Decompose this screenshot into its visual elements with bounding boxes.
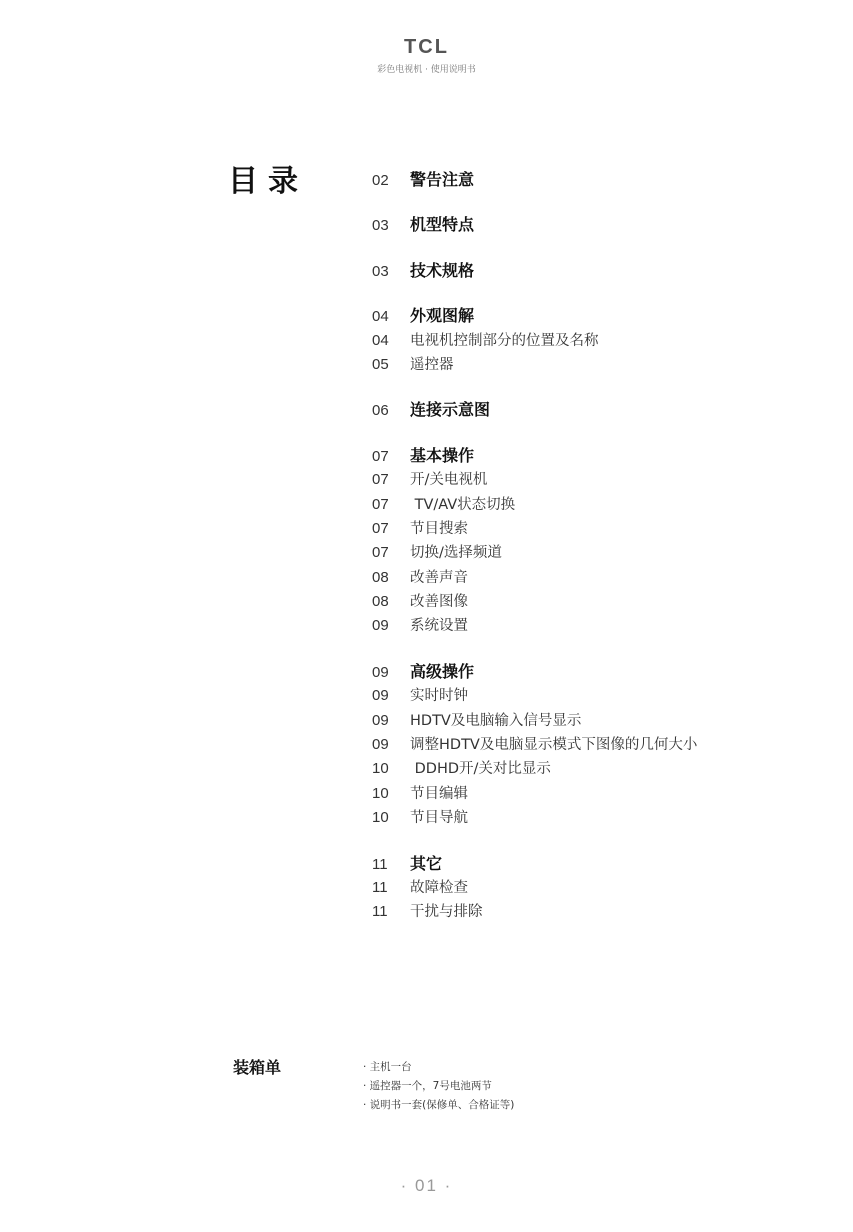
toc-group (372, 398, 792, 422)
toc-page-number: 10 (372, 809, 389, 827)
toc-page-number: 10 (372, 784, 389, 802)
page-header (0, 36, 853, 76)
toc-subsection-row (372, 517, 792, 541)
toc-page-number: 07 (372, 471, 389, 489)
toc-subsection-row (372, 806, 792, 830)
toc-group (372, 213, 792, 237)
toc-section-row (372, 213, 792, 237)
toc-group (372, 168, 792, 192)
toc-entry-label: 实时时钟 (410, 688, 468, 705)
toc-page-number: 03 (372, 217, 389, 235)
toc-subsection-row (372, 684, 792, 708)
toc-entry-label: 节目导航 (410, 810, 468, 827)
toc-entry-label: 故障检查 (410, 879, 468, 896)
toc-entry-label: 电视机控制部分的位置及名称 (410, 332, 599, 349)
toc-heading: 目录 (228, 164, 308, 199)
toc-page-number: 11 (372, 903, 388, 921)
toc-entry-label: 改善声音 (410, 569, 468, 586)
toc-page-number: 08 (372, 593, 389, 611)
packing-list-title: 装箱单 (233, 1058, 282, 1077)
toc-page-number: 11 (372, 878, 388, 896)
toc-entry-label: 其它 (410, 853, 443, 873)
toc-subsection-row (372, 329, 792, 353)
toc-entry-label: 基本操作 (410, 445, 475, 465)
toc-section-row (372, 444, 792, 468)
toc-page-number: 08 (372, 568, 389, 586)
toc-subsection-row (372, 757, 792, 781)
toc-group (372, 660, 792, 831)
table-of-contents (372, 168, 792, 946)
toc-subsection-row (372, 468, 792, 492)
toc-entry-label: DDHD开/关对比显示 (410, 761, 551, 778)
toc-section-row (372, 259, 792, 283)
page-number: · 01 · (400, 1176, 453, 1195)
toc-group (372, 444, 792, 639)
toc-subsection-row (372, 876, 792, 900)
toc-entry-label: 连接示意图 (410, 400, 491, 420)
toc-entry-label: 遥控器 (410, 356, 454, 373)
toc-page-number: 09 (372, 663, 389, 681)
toc-entry-label: 系统设置 (410, 618, 468, 635)
toc-section-row (372, 398, 792, 422)
toc-entry-label: 节目搜索 (410, 520, 468, 537)
toc-group (372, 259, 792, 283)
toc-entry-label: 切换/选择频道 (410, 545, 502, 562)
toc-section-row (372, 304, 792, 328)
toc-page-number: 09 (372, 617, 389, 635)
toc-subsection-row (372, 566, 792, 590)
toc-page-number: 11 (372, 855, 388, 873)
toc-entry-label: TV/AV状态切换 (410, 496, 516, 513)
toc-page-number: 09 (372, 711, 389, 729)
toc-entry-label: 调整HDTV及电脑显示模式下图像的几何大小 (410, 737, 698, 754)
packing-item: · 说明书一套(保修单、合格证等) (363, 1099, 515, 1111)
toc-entry-label: 节目编辑 (410, 785, 468, 802)
toc-entry-label: HDTV及电脑输入信号显示 (410, 712, 582, 729)
toc-page-number: 07 (372, 447, 389, 465)
toc-page-number: 07 (372, 495, 389, 513)
toc-entry-label: 外观图解 (410, 306, 475, 326)
toc-page-number: 10 (372, 760, 389, 778)
toc-group (372, 852, 792, 925)
toc-entry-label: 改善图像 (410, 594, 468, 611)
toc-page-number: 09 (372, 687, 389, 705)
brand-logo: TCL (404, 36, 449, 58)
toc-page-number: 02 (372, 172, 389, 189)
toc-page-number: 04 (372, 308, 389, 326)
toc-page-number: 05 (372, 355, 389, 373)
toc-subsection-row (372, 782, 792, 806)
toc-entry-label: 警告注意 (410, 170, 475, 189)
toc-subsection-row (372, 590, 792, 614)
packing-item: · 主机一台 (363, 1061, 412, 1073)
toc-subsection-row (372, 733, 792, 757)
toc-subsection-row (372, 900, 792, 924)
toc-page-number: 04 (372, 331, 389, 349)
toc-entry-label: 高级操作 (410, 661, 475, 681)
toc-subsection-row (372, 493, 792, 517)
document-subtitle: 彩色电视机 · 使用说明书 (377, 65, 476, 75)
packing-list (363, 1058, 514, 1115)
toc-page-number: 07 (372, 544, 389, 562)
toc-group (372, 304, 792, 377)
toc-page-number: 03 (372, 262, 389, 280)
toc-entry-label: 干扰与排除 (410, 904, 483, 921)
toc-subsection-row (372, 614, 792, 638)
toc-page-number: 07 (372, 519, 389, 537)
toc-section-row (372, 168, 792, 192)
toc-entry-label: 技术规格 (410, 260, 475, 280)
toc-section-row (372, 660, 792, 684)
packing-item: · 遥控器一个，7号电池两节 (363, 1080, 492, 1092)
toc-entry-label: 开/关电视机 (410, 472, 488, 489)
toc-entry-label: 机型特点 (410, 215, 475, 235)
toc-page-number: 06 (372, 402, 389, 420)
toc-subsection-row (372, 709, 792, 733)
toc-subsection-row (372, 541, 792, 565)
toc-section-row (372, 852, 792, 876)
toc-subsection-row (372, 353, 792, 377)
toc-page-number: 09 (372, 736, 389, 754)
